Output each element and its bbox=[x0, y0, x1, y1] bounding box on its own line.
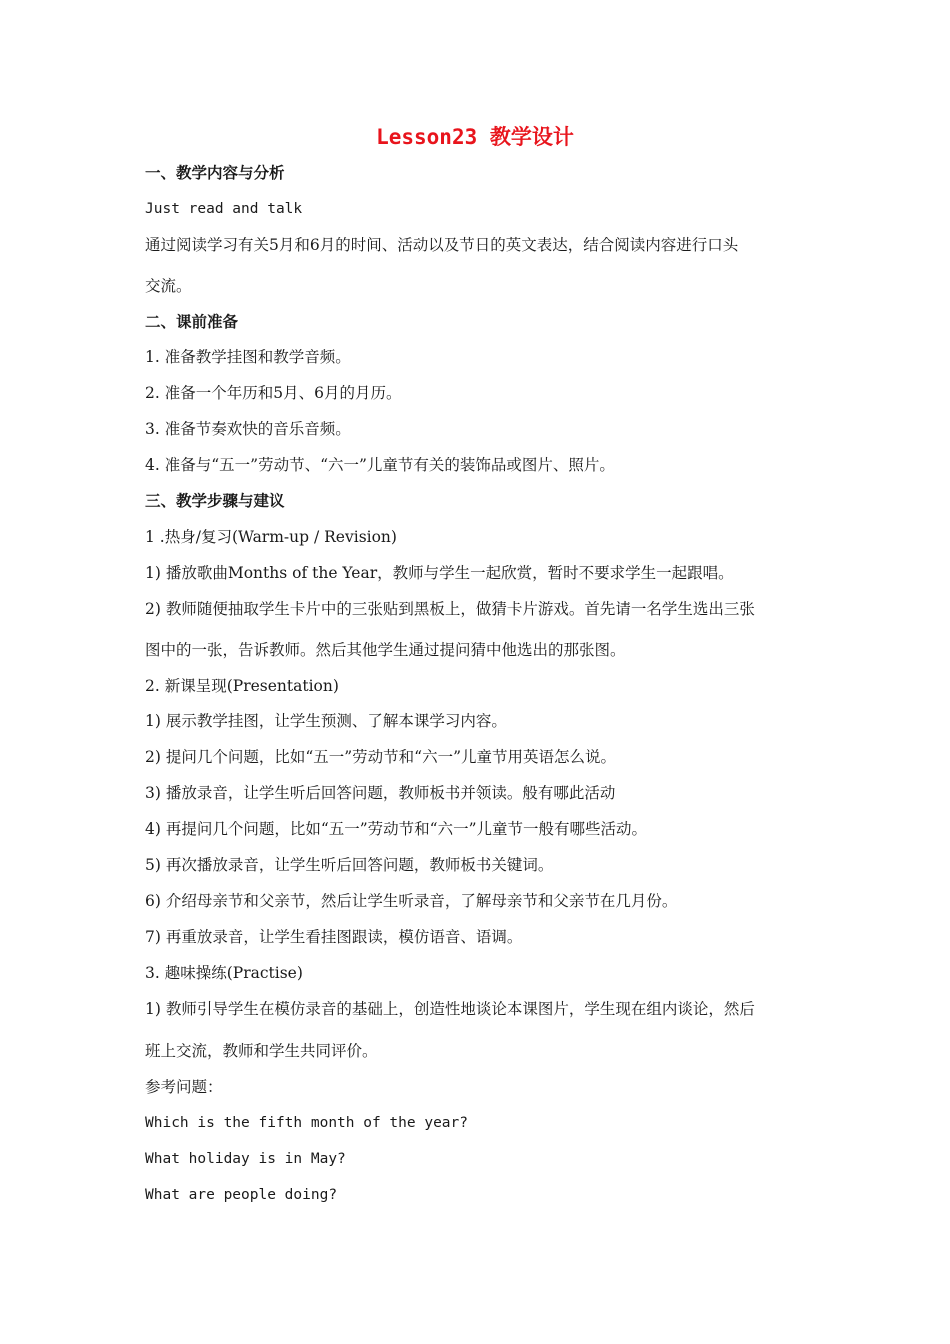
section-heading-content-analysis: 一、教学内容与分析 bbox=[145, 164, 285, 182]
section-heading-steps: 三、教学步骤与建议 bbox=[145, 492, 285, 510]
list-item: 3) 播放录音，让学生听后回答问题，教师板书并领读。般有哪此活动 bbox=[145, 784, 616, 802]
paragraph-line: 参考问题： bbox=[145, 1078, 223, 1096]
paragraph-line: 图中的一张，告诉教师。然后其他学生通过提问猜中他选出的那张图。 bbox=[145, 641, 626, 659]
example-question: What holiday is in May? bbox=[145, 1151, 346, 1167]
step-heading: 2. 新课呈现(Presentation) bbox=[145, 677, 339, 695]
list-item: 6) 介绍母亲节和父亲节，然后让学生听录音，了解母亲节和父亲节在几月份。 bbox=[145, 892, 678, 910]
lesson-subtitle: Just read and talk bbox=[145, 201, 303, 217]
list-item: 3. 准备节奏欢快的音乐音频。 bbox=[145, 420, 351, 438]
step-heading: 1 .热身/复习(Warm-up / Revision) bbox=[145, 528, 397, 546]
paragraph-line: 交流。 bbox=[145, 277, 192, 295]
list-item: 2) 提问几个问题，比如“五一”劳动节和“六一”儿童节用英语怎么说。 bbox=[145, 748, 617, 766]
list-item: 5) 再次播放录音，让学生听后回答问题，教师板书关键词。 bbox=[145, 856, 554, 874]
list-item: 1) 播放歌曲Months of the Year，教师与学生一起欣赏，暂时不要求学生一起跟唱。 bbox=[145, 564, 734, 582]
list-item: 1) 教师引导学生在模仿录音的基础上，创造性地谈论本课图片，学生现在组内谈论，然后 bbox=[145, 1000, 755, 1018]
list-item: 7) 再重放录音，让学生看挂图跟读，模仿语音、语调。 bbox=[145, 928, 523, 946]
list-item: 4. 准备与“五一”劳动节、“六一”儿童节有关的装饰品或图片、照片。 bbox=[145, 456, 615, 474]
example-question: Which is the fifth month of the year? bbox=[145, 1115, 469, 1131]
paragraph-line: 通过阅读学习有关5月和6月的时间、活动以及节日的英文表达，结合阅读内容进行口头 bbox=[145, 236, 739, 254]
step-heading: 3. 趣味操练(Practise) bbox=[145, 964, 303, 982]
list-item: 1. 准备教学挂图和教学音频。 bbox=[145, 348, 351, 366]
section-heading-preparation: 二、课前准备 bbox=[145, 313, 239, 331]
list-item: 2. 准备一个年历和5月、6月的月历。 bbox=[145, 384, 402, 402]
paragraph-line: 班上交流，教师和学生共同评价。 bbox=[145, 1042, 378, 1060]
list-item: 2) 教师随便抽取学生卡片中的三张贴到黑板上，做猜卡片游戏。首先请一名学生选出三张 bbox=[145, 600, 755, 618]
example-question: What are people doing? bbox=[145, 1187, 338, 1203]
list-item: 1) 展示教学挂图，让学生预测、了解本课学习内容。 bbox=[145, 712, 507, 730]
document-title: Lesson23 教学设计 bbox=[376, 125, 574, 149]
list-item: 4) 再提问几个问题，比如“五一”劳动节和“六一”儿童节一般有哪些活动。 bbox=[145, 820, 648, 838]
